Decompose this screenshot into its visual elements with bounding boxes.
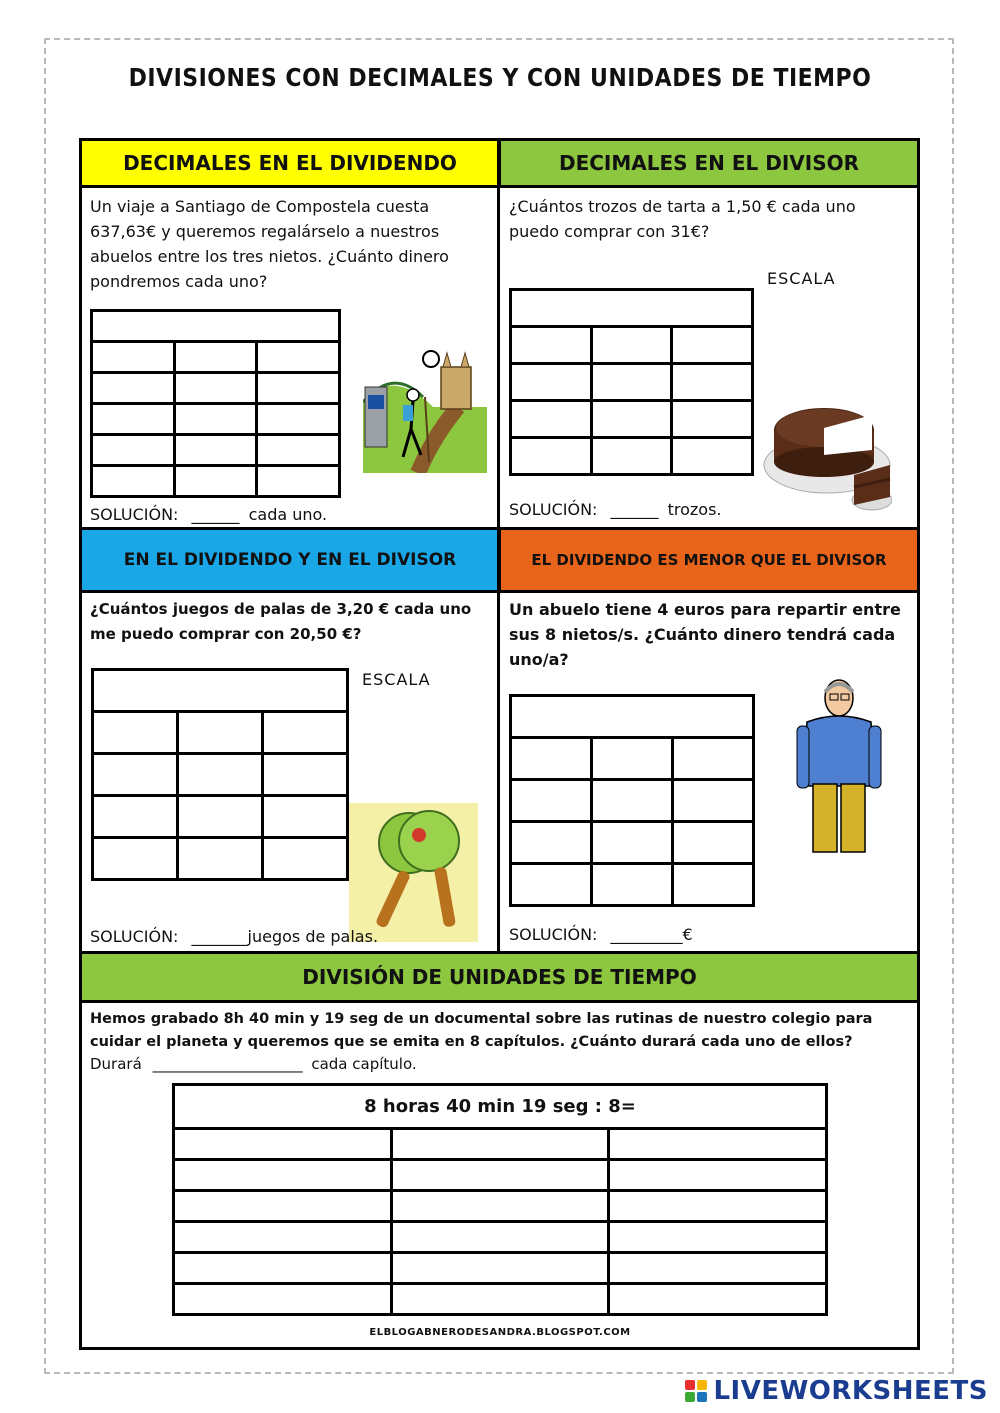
pilgrim-walker-icon bbox=[363, 347, 487, 473]
solution-suffix: cada uno. bbox=[248, 505, 328, 524]
problem-text-4: Un abuelo tiene 4 euros para repartir entre sus 8 nietos/s. ¿Cuánto dinero tendrá cada uno/a? bbox=[509, 600, 901, 669]
problem-text-2: ¿Cuántos trozos de tarta a 1,50 € cada uno puedo comprar con 31€? bbox=[509, 197, 856, 241]
division-grid-4[interactable] bbox=[509, 694, 755, 907]
time-division-grid[interactable] bbox=[172, 1083, 828, 1316]
section-header-dividendo-menor: EL DIVIDENDO ES MENOR QUE EL DIVISOR bbox=[498, 527, 920, 593]
section-header-decimales-divisor: DECIMALES EN EL DIVISOR bbox=[498, 138, 920, 188]
solution-blank-input[interactable]: _________ bbox=[610, 925, 683, 944]
solution-label: SOLUCIÓN: bbox=[90, 927, 179, 946]
liveworksheets-logo-icon bbox=[685, 1380, 707, 1402]
chocolate-cake-icon bbox=[762, 395, 892, 525]
escala-label-3: ESCALA bbox=[362, 670, 431, 689]
section-header-unidades-tiempo: DIVISIÓN DE UNIDADES DE TIEMPO bbox=[79, 951, 920, 1003]
duration-label: Durará bbox=[90, 1055, 142, 1073]
solution-suffix: € bbox=[682, 925, 693, 944]
blog-credit: ELBLOGABNERODESANDRA.BLOGSPOT.COM bbox=[369, 1327, 631, 1338]
division-grid-3[interactable] bbox=[91, 668, 349, 881]
divider-vertical bbox=[497, 138, 500, 954]
solution-suffix: juegos de palas. bbox=[247, 927, 379, 946]
escala-label-2: ESCALA bbox=[767, 269, 836, 288]
solution-suffix: trozos. bbox=[667, 500, 722, 519]
page-title: DIVISIONES CON DECIMALES Y CON UNIDADES DE TIEMPO bbox=[128, 64, 872, 93]
problem-text-5: Hemos grabado 8h 40 min y 19 seg de un documental sobre las rutinas de nuestro colegio para cuidar el planeta y queremos que se emita en 8 capítulos. ¿Cuánto durará cada uno de ellos? bbox=[90, 1011, 873, 1050]
section-header-decimales-dividendo: DECIMALES EN EL DIVIDENDO bbox=[79, 138, 501, 188]
duration-line bbox=[90, 1055, 417, 1073]
time-table-header: 8 horas 40 min 19 seg : 8= bbox=[174, 1085, 827, 1129]
problem-text-3: ¿Cuántos juegos de palas de 3,20 € cada uno me puedo comprar con 20,50 €? bbox=[90, 600, 472, 643]
section-header-dividendo-divisor: EN EL DIVIDENDO Y EN EL DIVISOR bbox=[79, 527, 501, 593]
division-grid-1[interactable] bbox=[90, 309, 341, 498]
solution-line-4 bbox=[509, 925, 693, 944]
liveworksheets-wordmark: LIVEWORKSHEETS bbox=[713, 1376, 988, 1406]
solution-label: SOLUCIÓN: bbox=[90, 505, 179, 524]
solution-line-1 bbox=[90, 505, 327, 524]
grandfather-icon bbox=[793, 676, 885, 856]
division-grid-2[interactable] bbox=[509, 288, 754, 476]
solution-line-2 bbox=[509, 500, 722, 519]
duration-suffix: cada capítulo. bbox=[311, 1055, 417, 1073]
solution-blank-input[interactable]: _______ bbox=[191, 927, 248, 946]
duration-blank-input[interactable]: ____________________ bbox=[152, 1055, 303, 1073]
solution-blank-input[interactable]: ______ bbox=[610, 500, 659, 519]
solution-label: SOLUCIÓN: bbox=[509, 500, 598, 519]
solution-label: SOLUCIÓN: bbox=[509, 925, 598, 944]
beach-paddles-icon bbox=[349, 803, 478, 942]
problem-text-1: Un viaje a Santiago de Compostela cuesta 637,63€ y queremos regalárselo a nuestros abuelos entre los tres nietos. ¿Cuánto dinero pondremos cada uno? bbox=[90, 197, 449, 291]
solution-line-3 bbox=[90, 927, 378, 946]
solution-blank-input[interactable]: ______ bbox=[191, 505, 240, 524]
liveworksheets-brand[interactable] bbox=[685, 1376, 988, 1406]
